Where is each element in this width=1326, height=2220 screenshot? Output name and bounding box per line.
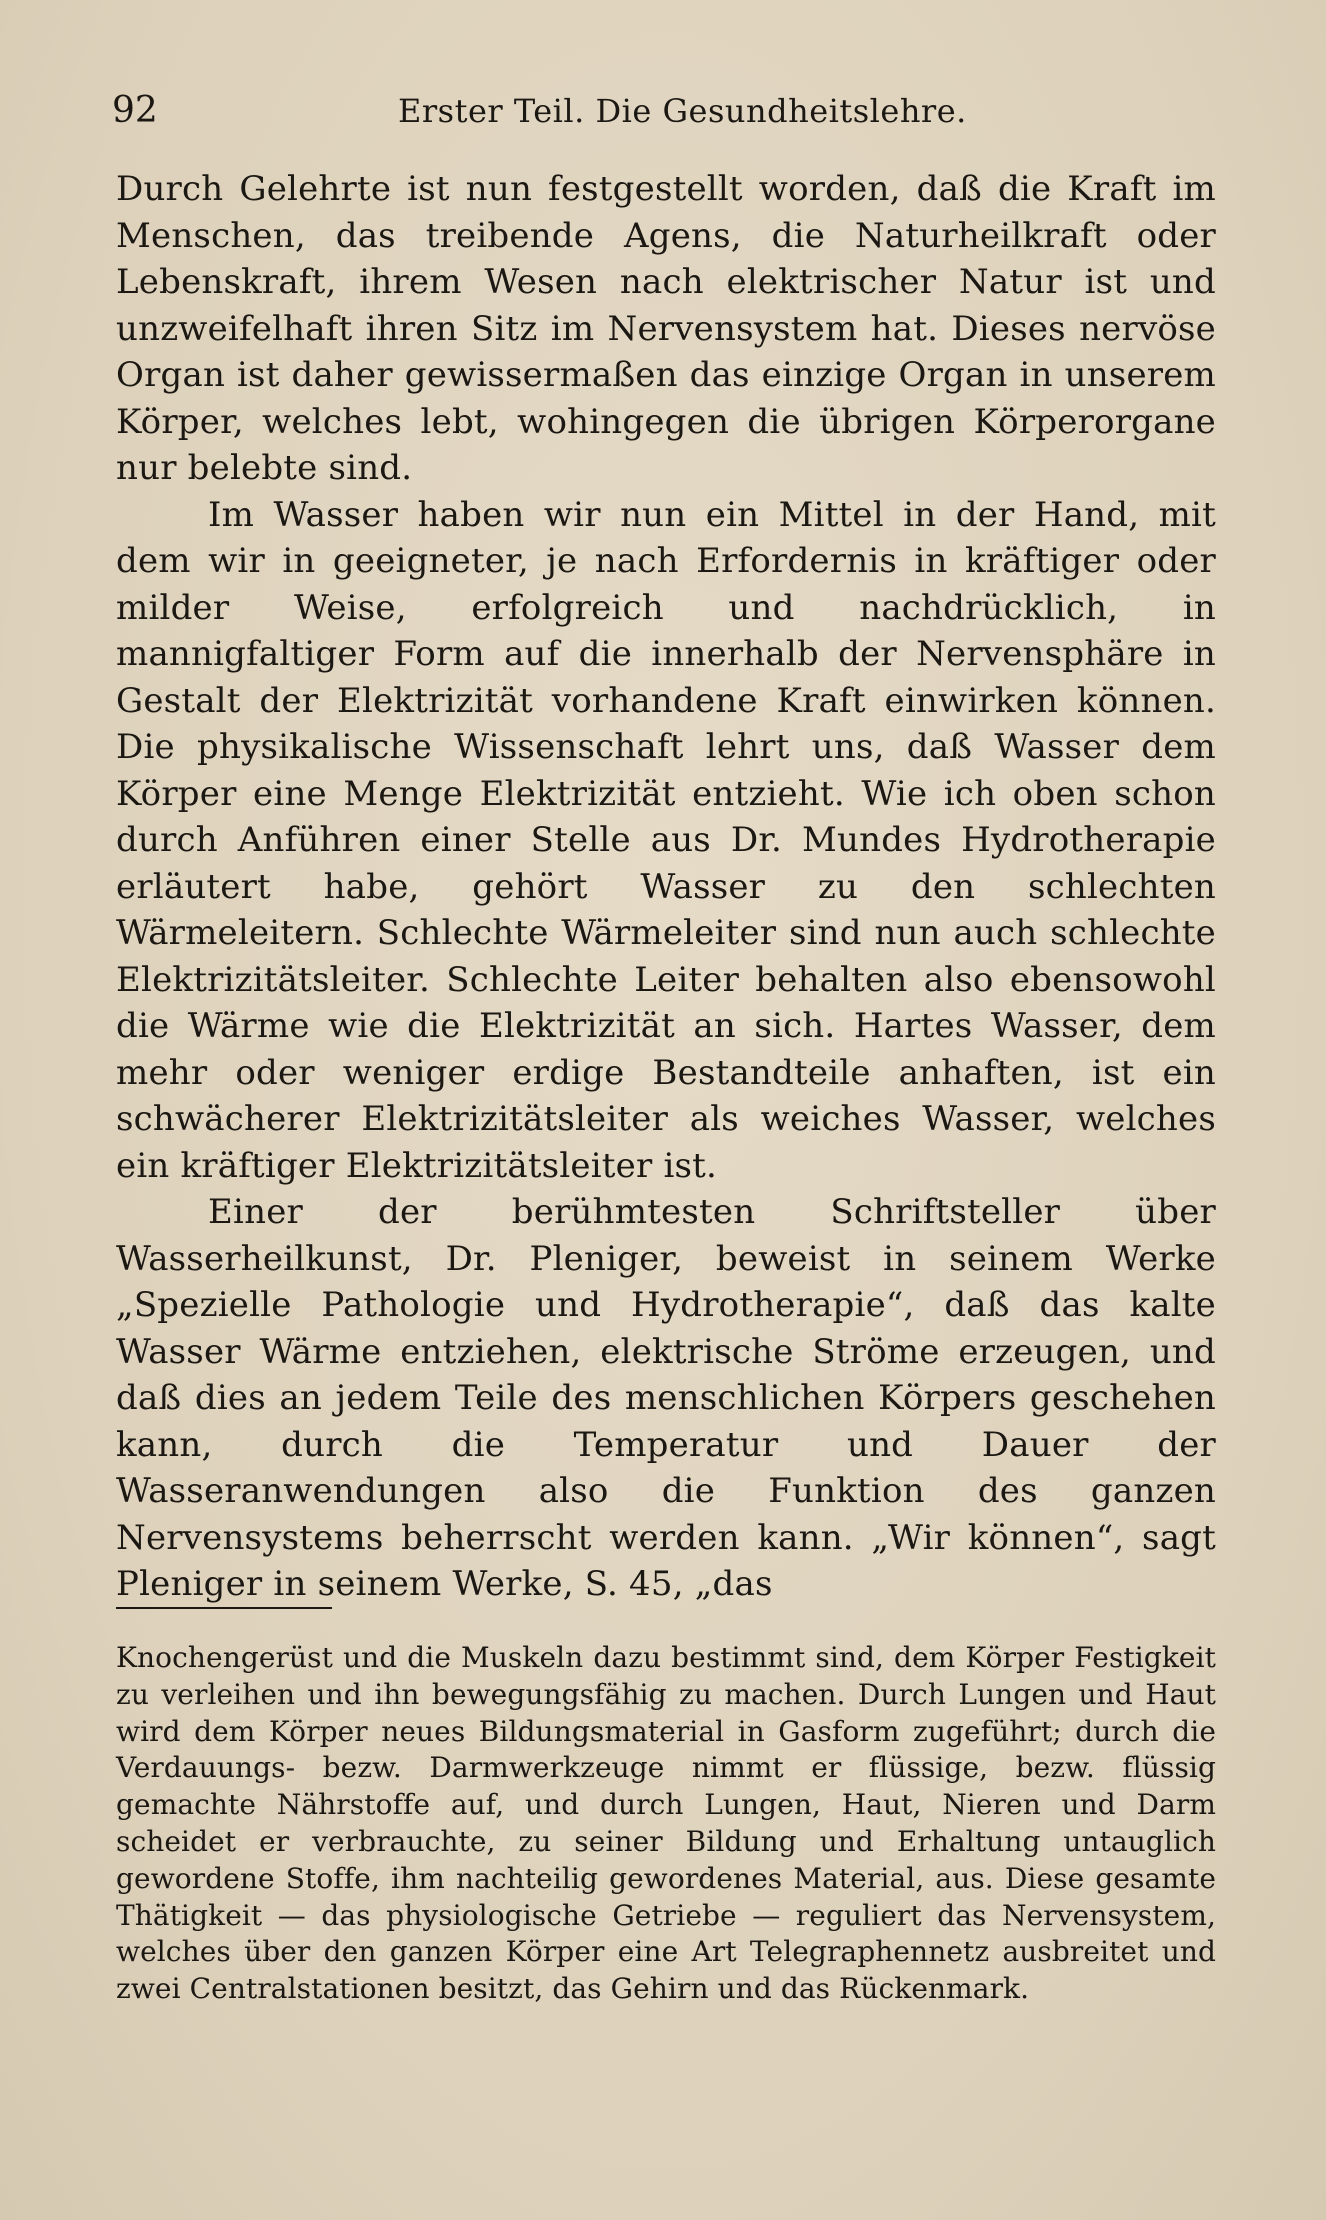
body-text — [116, 166, 1216, 1608]
paragraph: Durch Gelehrte ist nun festgestellt worden, daß die Kraft im Menschen, das treibende Agens, die Naturheilkraft oder Lebenskraft, ihrem Wesen nach elektrischer Natur ist und unzweifelhaft ihren Sitz im Nervensystem hat. Dieses nervöse Organ ist daher gewissermaßen das einzige Organ in unserem Körper, welches lebt, wohingegen die übrigen Körperorgane nur belebte sind. — [116, 169, 1216, 488]
footnote: Knochengerüst und die Muskeln dazu bestimmt sind, dem Körper Festigkeit zu verleihen und ihn bewegungsfähig zu machen. Durch Lungen und Haut wird dem Körper neues Bildungsmaterial in Gasform zugeführt; durch die Verdauungs- bezw. Darmwerkzeuge nimmt er flüssige, bezw. flüssig gemachte Nährstoffe auf, und durch Lungen, Haut, Nieren und Darm scheidet er verbrauchte, zu seiner Bildung und Erhaltung untauglich gewordene Stoffe, ihm nachteilig gewordenes Material, aus. Diese gesamte Thätigkeit — das physiologische Getriebe — reguliert das Nervensystem, welches über den ganzen Körper eine Art Telegraphennetz ausbreitet und zwei Centralstationen besitzt, das Gehirn und das Rückenmark. — [116, 1641, 1216, 2006]
page-number: 92 — [112, 90, 158, 131]
running-head: Erster Teil. Die Gesundheitslehre. — [398, 92, 967, 130]
paragraph: Einer der berühmtesten Schriftsteller über Wasserheilkunst, Dr. Pleniger, beweist in seinem Werke „Spezielle Pathologie und Hydrotherapie“, daß das kalte Wasser Wärme entziehen, elektrische Ströme erzeugen, und daß dies an jedem Teile des menschlichen Körpers geschehen kann, durch die Temperatur und Dauer der Wasseranwendungen also die Funktion des ganzen Nervensystems beherrscht werden kann. „Wir können“, sagt Pleniger in seinem Werke, S. 45, „das — [116, 1192, 1216, 1604]
paragraph: Im Wasser haben wir nun ein Mittel in der Hand, mit dem wir in geeigneter, je nach Erfordernis in kräftiger oder milder Weise, erfolgreich und nachdrücklich, in mannigfaltiger Form auf die innerhalb der Nervensphäre in Gestalt der Elektrizität vorhandene Kraft einwirken können. Die physikalische Wissenschaft lehrt uns, daß Wasser dem Körper eine Menge Elektrizität entzieht. Wie ich oben schon durch Anführen einer Stelle aus Dr. Mundes Hydrotherapie erläutert habe, gehört Wasser zu den schlechten Wärmeleitern. Schlechte Wärmeleiter sind nun auch schlechte Elektrizitätsleiter. Schlechte Leiter behalten also ebensowohl die Wärme wie die Elektrizität an sich. Hartes Wasser, dem mehr oder weniger erdige Bestandteile anhaften, ist ein schwächerer Elektrizitätsleiter als weiches Wasser, welches ein kräftiger Elektrizitätsleiter ist. — [116, 494, 1216, 1186]
footnote-divider — [116, 1607, 332, 1609]
